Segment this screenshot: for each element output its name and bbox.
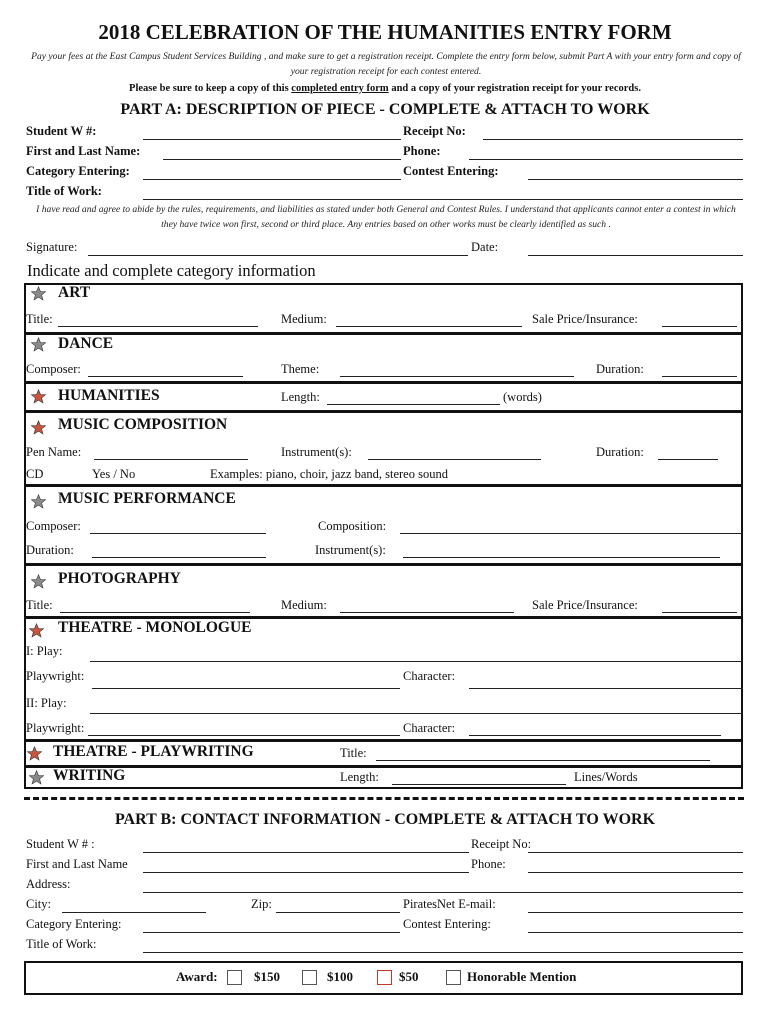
music-composition-duration-field[interactable] [658, 459, 718, 460]
award-100-checkbox[interactable] [302, 970, 317, 985]
monologue-character1-field[interactable] [469, 688, 743, 689]
theatre-playwriting-category-name: THEATRE - PLAYWRITING [53, 743, 254, 760]
music-composition-category-name: MUSIC COMPOSITION [58, 416, 228, 433]
dance-composer-field[interactable] [88, 376, 243, 377]
humanities-category-name: HUMANITIES [58, 387, 160, 404]
intro-text: Pay your fees at the East Campus Student Services Building , and make sure to get a registration receipt. Complete the entry form below, submit Part A with your entry form and copy of your registration receipt for each contest entered. [31, 51, 741, 77]
keep-copy-note [0, 83, 770, 94]
art-medium-label: Medium: [281, 312, 327, 326]
monologue-character2-field[interactable] [469, 735, 721, 736]
star-icon [31, 420, 46, 435]
part-b-city-label: City: [26, 897, 52, 911]
part-b-zip-field[interactable] [276, 912, 400, 913]
award-150-label: $150 [254, 969, 280, 984]
part-b-phone-field[interactable] [528, 872, 743, 873]
art-title-field[interactable] [58, 326, 258, 327]
music-performance-composition-field[interactable] [400, 533, 743, 534]
star-icon [31, 494, 46, 509]
star-icon [31, 286, 46, 301]
music-performance-duration-field[interactable] [92, 557, 266, 558]
part-a-student-id-field[interactable] [143, 139, 401, 140]
award-50-label: $50 [399, 969, 419, 984]
photography-medium-label: Medium: [281, 598, 327, 612]
art-title-label: Title: [26, 312, 53, 326]
dance-category-name: DANCE [58, 335, 114, 352]
photography-category-name: PHOTOGRAPHY [58, 570, 181, 587]
monologue-play1-field[interactable] [90, 661, 743, 662]
part-a-heading: PART A: DESCRIPTION OF PIECE - COMPLETE & ATTACH TO WORK [120, 101, 650, 118]
cut-line-divider [24, 797, 744, 800]
monologue-play2-field[interactable] [90, 713, 743, 714]
monologue-playwright1-label: Playwright: [26, 669, 85, 683]
part-b-address-label: Address: [26, 877, 71, 891]
note-link: completed entry form [291, 83, 389, 94]
humanities-length-label: Length: [281, 390, 320, 404]
music-performance-category-name: MUSIC PERFORMANCE [58, 490, 236, 507]
signature-label: Signature: [26, 240, 78, 254]
part-b-contest-field[interactable] [528, 932, 743, 933]
part-b-city-field[interactable] [62, 912, 206, 913]
part-b-name-field[interactable] [143, 872, 469, 873]
monologue-play2-label: II: Play: [26, 696, 67, 710]
monologue-playwright1-field[interactable] [92, 688, 400, 689]
part-b-receipt-label: Receipt No: [471, 837, 532, 851]
theatre-monologue-category-name: THEATRE - MONOLOGUE [58, 619, 252, 636]
photography-sale-label: Sale Price/Insurance: [532, 598, 638, 612]
award-100-label: $100 [327, 969, 353, 984]
award-50-checkbox[interactable] [377, 970, 392, 985]
art-medium-field[interactable] [336, 326, 522, 327]
monologue-playwright2-field[interactable] [88, 735, 400, 736]
dance-composer-label: Composer: [26, 362, 81, 376]
photography-medium-field[interactable] [340, 612, 514, 613]
writing-category-name: WRITING [53, 767, 126, 784]
part-a-category-field[interactable] [143, 179, 401, 180]
part-a-name-field[interactable] [163, 159, 401, 160]
writing-length-label: Length: [340, 770, 379, 784]
part-b-title-label: Title of Work: [26, 937, 97, 951]
note-before: Please be sure to keep a copy of this [129, 83, 292, 94]
art-sale-field[interactable] [662, 326, 737, 327]
part-a-student-id-label: Student W #: [26, 124, 97, 138]
star-icon [31, 574, 46, 589]
award-honorable-checkbox[interactable] [446, 970, 461, 985]
music-composition-pen-name-field[interactable] [94, 459, 248, 460]
music-composition-duration-label: Duration: [596, 445, 644, 459]
monologue-character1-label: Character: [403, 669, 456, 683]
part-b-phone-label: Phone: [471, 857, 506, 871]
note-after: and a copy of your registration receipt for your records. [388, 83, 641, 94]
date-label: Date: [471, 240, 499, 254]
part-a-contest-field[interactable] [528, 179, 743, 180]
music-composition-pen-name-label: Pen Name: [26, 445, 82, 459]
music-performance-duration-label: Duration: [26, 543, 74, 557]
writing-length-field[interactable] [392, 784, 566, 785]
writing-length-unit: Lines/Words [574, 770, 638, 784]
monologue-playwright2-label: Playwright: [26, 721, 85, 735]
part-a-title-field[interactable] [143, 199, 743, 200]
date-field[interactable] [528, 255, 743, 256]
star-icon [29, 770, 44, 785]
part-b-receipt-field[interactable] [528, 852, 743, 853]
art-category-name: ART [58, 284, 91, 301]
part-b-contest-label: Contest Entering: [403, 917, 491, 931]
part-b-address-field[interactable] [143, 892, 743, 893]
part-a-receipt-label: Receipt No: [403, 124, 466, 138]
star-icon [29, 623, 44, 638]
music-performance-instruments-label: Instrument(s): [315, 543, 386, 557]
music-composition-examples: Examples: piano, choir, jazz band, stereo sound [210, 467, 448, 481]
music-performance-composer-label: Composer: [26, 519, 81, 533]
part-b-email-label: PiratesNet E-mail: [403, 897, 496, 911]
part-b-name-label: First and Last Name [26, 857, 128, 871]
category-info-heading: Indicate and complete category information [27, 261, 316, 280]
award-label: Award: [176, 969, 218, 984]
humanities-length-field[interactable] [327, 404, 500, 405]
part-b-zip-label: Zip: [251, 897, 272, 911]
star-icon [31, 337, 46, 352]
part-a-contest-label: Contest Entering: [403, 164, 499, 178]
music-performance-composer-field[interactable] [90, 533, 266, 534]
music-performance-instruments-field[interactable] [403, 557, 720, 558]
photography-title-field[interactable] [60, 612, 250, 613]
part-a-title-label: Title of Work: [26, 184, 102, 198]
part-b-student-id-label: Student W # : [26, 837, 95, 851]
part-b-title-field[interactable] [143, 952, 743, 953]
part-b-category-field[interactable] [143, 932, 400, 933]
part-a-phone-field[interactable] [469, 159, 743, 160]
form-title: 2018 CELEBRATION OF THE HUMANITIES ENTRY FORM [98, 20, 672, 44]
art-sale-label: Sale Price/Insurance: [532, 312, 638, 326]
music-performance-composition-label: Composition: [318, 519, 387, 533]
star-icon [31, 389, 46, 404]
music-composition-instruments-label: Instrument(s): [281, 445, 352, 459]
signature-field[interactable] [88, 255, 468, 256]
rules-statement: I have read and agree to abide by the rules, requirements, and liabilities as stated under both General and Contest Rules. I understand that applicants cannot enter a contest in which they have twice won first, second or third place. Any entries based on other works must be clearly identified as such . [36, 204, 736, 230]
photography-sale-field[interactable] [662, 612, 737, 613]
star-icon [27, 746, 42, 761]
part-a-receipt-field[interactable] [483, 139, 743, 140]
playwriting-title-label: Title: [340, 746, 367, 760]
monologue-character2-label: Character: [403, 721, 456, 735]
part-a-name-label: First and Last Name: [26, 144, 141, 158]
part-b-email-field[interactable] [528, 912, 743, 913]
music-composition-cd-yes-no[interactable]: Yes / No [92, 467, 136, 481]
award-honorable-label: Honorable Mention [467, 969, 577, 984]
playwriting-title-field[interactable] [376, 760, 710, 761]
dance-duration-field[interactable] [662, 376, 737, 377]
photography-title-label: Title: [26, 598, 53, 612]
monologue-play1-label: I: Play: [26, 644, 63, 658]
dance-duration-label: Duration: [596, 362, 644, 376]
dance-theme-label: Theme: [281, 362, 320, 376]
dance-theme-field[interactable] [340, 376, 574, 377]
humanities-length-unit: (words) [503, 390, 542, 404]
music-composition-instruments-field[interactable] [368, 459, 541, 460]
part-a-phone-label: Phone: [403, 144, 441, 158]
part-a-category-label: Category Entering: [26, 164, 130, 178]
award-150-checkbox[interactable] [227, 970, 242, 985]
part-b-student-id-field[interactable] [143, 852, 469, 853]
part-b-category-label: Category Entering: [26, 917, 122, 931]
part-b-heading: PART B: CONTACT INFORMATION - COMPLETE & ATTACH TO WORK [114, 811, 656, 828]
music-composition-cd-label: CD [26, 467, 44, 481]
